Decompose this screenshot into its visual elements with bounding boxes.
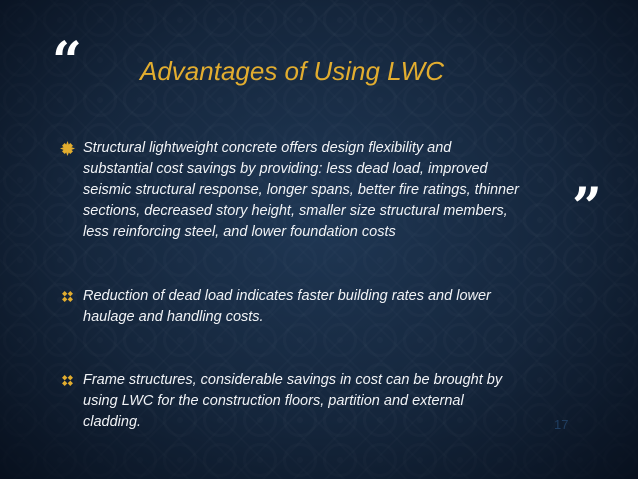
bullet-line: cladding. <box>83 414 142 430</box>
diamond-bullet-icon <box>60 289 75 304</box>
bullet-line: sections, decreased story height, smaller size structural members, <box>83 203 508 219</box>
bullet-item <box>60 370 580 433</box>
bullet-text <box>83 286 580 328</box>
diamond-bullet-icon <box>60 373 75 388</box>
open-quote-mark: “ <box>52 31 82 92</box>
diamond-bullet-icon <box>60 141 75 156</box>
bullet-line: haulage and handling costs. <box>83 309 264 325</box>
bullet-line: substantial cost savings by providing: less dead load, improved <box>83 161 488 177</box>
bullet-text <box>83 138 580 243</box>
bullet-text <box>83 370 580 433</box>
bullet-line: Reduction of dead load indicates faster building rates and lower <box>83 288 491 304</box>
bullet-line: using LWC for the construction floors, partition and external <box>83 393 464 409</box>
close-quote-mark: ” <box>572 177 602 238</box>
page-number: 17 <box>554 417 569 432</box>
slide-title: Advantages of Using LWC <box>140 56 444 86</box>
bullet-line: Structural lightweight concrete offers design flexibility and <box>83 140 452 156</box>
bullet-item <box>60 138 580 243</box>
bullet-item <box>60 286 580 328</box>
bullet-line: seismic structural response, longer spans, better fire ratings, thinner <box>83 182 520 198</box>
bullet-line: Frame structures, considerable savings in cost can be brought by <box>83 372 503 388</box>
bullet-line: less reinforcing steel, and lower foundation costs <box>83 224 396 240</box>
